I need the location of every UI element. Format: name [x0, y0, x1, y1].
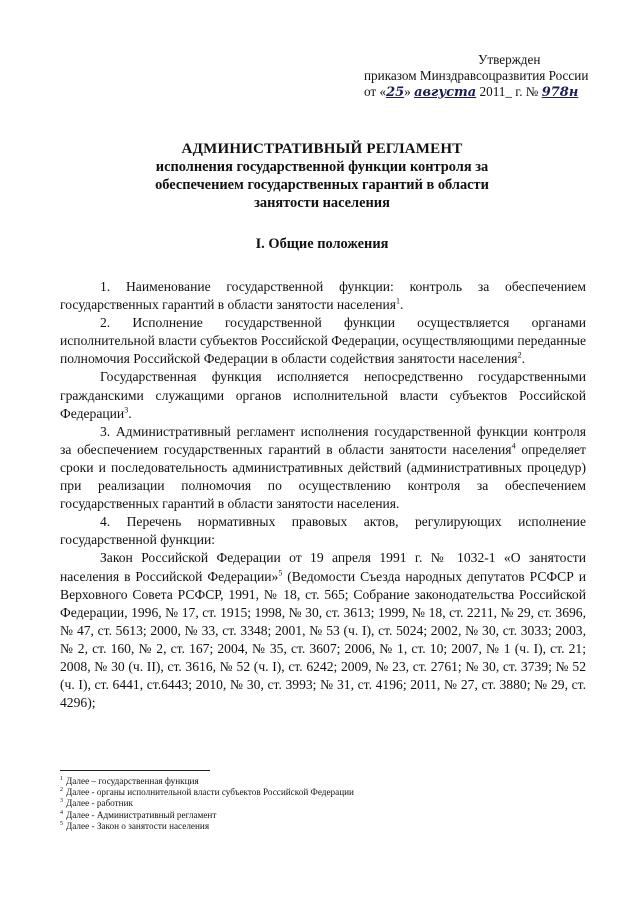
footnote-ref-3: 3	[124, 405, 129, 415]
paragraph-1-text: 1. Наименование государственной функции: контроль за обеспечением государственных гарантий в области занятости населения	[60, 279, 586, 313]
footnote-text: Далее - органы исполнительной власти субъектов Российской Федерации	[66, 787, 354, 798]
section-heading: I. Общие положения	[255, 236, 389, 252]
footnote-ref-4: 4	[511, 441, 516, 451]
paragraph-1-end: .	[400, 297, 404, 313]
approval-date-quote: »	[404, 84, 411, 99]
footnote-number: 1	[60, 775, 63, 782]
approval-year-number-label: 2011_ г. №	[479, 84, 539, 99]
footnote-text: Далее - работник	[66, 798, 133, 809]
footnote-text: Далее – государственная функция	[66, 776, 199, 786]
paragraph-3-end: .	[128, 405, 132, 421]
document-title-main: АДМИНИСТРАТИВНЫЙ РЕГЛАМЕНТ	[181, 141, 463, 157]
paragraph-2	[60, 314, 586, 368]
footnote-number: 3	[60, 798, 63, 805]
footnotes	[60, 776, 580, 832]
approval-line-order: приказом Минздравсоцразвития России	[364, 68, 589, 83]
paragraph-6-text-b: (Ведомости Съезда народных депутатов РСФСР и Верховного Совета РСФСР, 1991, № 18, ст. 565; Собрание законодательства Российской Федерации, 1996, № 17, ст. 1915; 1998, № 30, ст. 3613; 1999, № 18, ст. 2211, № 29, ст. 3696, № 47, ст. 5613; 2000, № 33, ст. 3348; 2001, № 53 (ч. I), ст. 5024; 2002, № 30, ст. 3033; 2003, № 2, ст. 160, № 2, ст. 167; 2004, № 35, ст. 3607; 2006, № 1, ст. 10; 2007, № 1 (ч. I), ст. 21; 2008, № 30 (ч. II), ст. 3616, № 52 (ч. I), ст. 6242; 2009, № 23, ст. 2761; № 30, ст. 3739; № 52 (ч. I), ст. 6441, ст.6443; 2010, № 30, ст. 3993; № 31, ст. 4196; 2011, № 27, ст. 3880; № 29, ст. 4296);	[60, 568, 586, 711]
paragraph-3	[60, 368, 586, 422]
approval-day-handwritten: 25	[386, 85, 405, 100]
footnote-ref-2: 2	[517, 350, 522, 360]
paragraph-3-text: Государственная функция исполняется непосредственно государственными гражданскими служащими органов исполнительной власти субъектов Российской Федерации	[60, 369, 586, 421]
document-title	[60, 140, 584, 212]
paragraph-1	[60, 278, 586, 314]
document-title-line3: обеспечением государственных гарантий в области	[155, 177, 489, 193]
paragraph-6-text-a: Закон Российской Федерации от 19 апреля 1991 г. № 1032-1 «О занятости населения в Российской Федерации»	[60, 550, 586, 584]
document-title-line2: исполнения государственной функции контроля за	[155, 159, 489, 175]
footnote-text: Далее - Закон о занятости населения	[66, 820, 210, 831]
approval-block	[364, 52, 624, 101]
paragraph-4-text-b: определяет сроки и последовательность административных действий (административных процедур) при реализации полномочия по осуществлению контроля за обеспечением государственных гарантий в области занятости населения.	[60, 441, 586, 512]
footnote-item	[60, 810, 580, 821]
footnote-ref-5: 5	[278, 567, 283, 577]
approval-line-approved: Утвержден	[478, 52, 541, 67]
footnote-number: 4	[60, 809, 63, 816]
approval-date-prefix: от «	[364, 84, 387, 99]
document-title-line4: занятости населения	[254, 195, 390, 211]
paragraph-6	[60, 549, 586, 712]
approval-month-handwritten: августа	[414, 85, 477, 100]
paragraph-2-end: .	[521, 351, 525, 367]
footnote-item	[60, 821, 580, 832]
paragraph-4-text-a: 3. Административный регламент исполнения государственной функции контроля за обеспечением государственных гарантий в области занятости населения	[60, 423, 586, 457]
footnote-number: 2	[60, 787, 63, 794]
footnote-ref-1: 1	[396, 296, 401, 306]
footnote-item	[60, 776, 580, 787]
approval-number-handwritten: 978н	[541, 85, 579, 100]
footnote-text: Далее - Административный регламент	[66, 809, 217, 820]
footnote-divider	[60, 770, 210, 771]
footnote-item	[60, 798, 580, 809]
paragraph-4	[60, 423, 586, 513]
footnote-item	[60, 787, 580, 798]
paragraph-2-text: 2. Исполнение государственной функции осуществляется органами исполнительной власти субъектов Российской Федерации, осуществляющими переданные полномочия Российской Федерации в области содействия занятости населения	[60, 315, 586, 367]
approval-line-date	[364, 84, 624, 101]
document-body	[60, 278, 586, 712]
footnote-number: 5	[60, 820, 63, 827]
paragraph-5: 4. Перечень нормативных правовых актов, регулирующих исполнение государственной функции:	[60, 514, 586, 548]
